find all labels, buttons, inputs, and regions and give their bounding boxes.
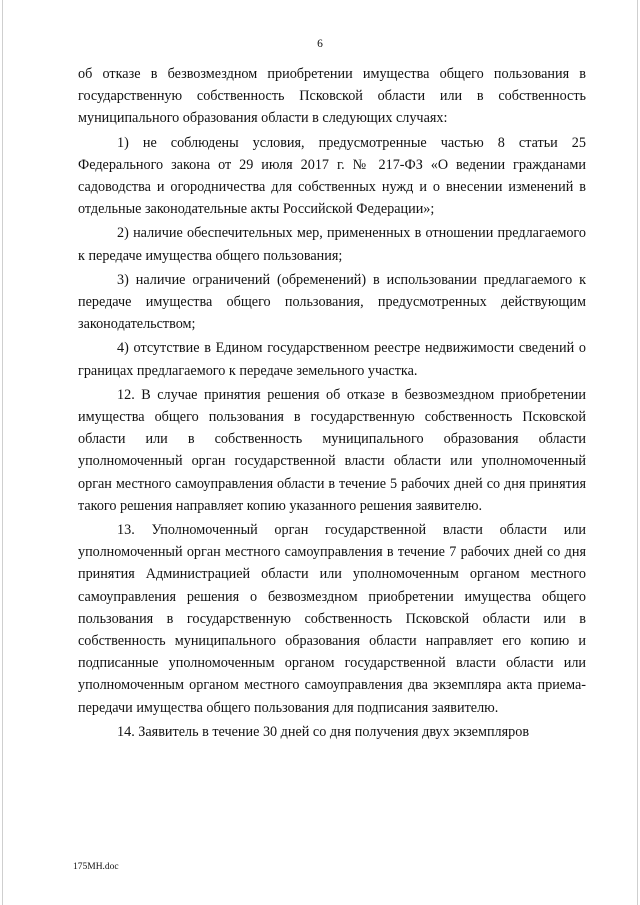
document-body xyxy=(78,63,586,745)
paragraph-clause-12: 12. В случае принятия решения об отказе в безвозмездном приобретении имущества общего пользования в государственную собственность Псковской области или в собственность муниципального образования области уполномоченный орган государственной власти области или уполномоченный орган местного самоуправления области в течение 5 рабочих дней со дня принятия такого решения направляет копию указанного решения заявителю. xyxy=(78,386,586,514)
paragraph-refusal-intro: об отказе в безвозмездном приобретении имущества общего пользования в государственную собственность Псковской области или в собственность муниципального образования области в следующих случаях: xyxy=(78,66,586,127)
paragraph-item-3: 3) наличие ограничений (обременений) в использовании предлагаемого к передаче имущества общего пользования, предусмотренных действующим законодательством; xyxy=(78,271,586,333)
scan-edge-right xyxy=(637,0,638,905)
page-number: 6 xyxy=(317,38,323,50)
paragraph-item-2: 2) наличие обеспечительных мер, примененных в отношении предлагаемого к передаче имущества общего пользования; xyxy=(78,225,586,264)
footer-file-code: 175МН.doc xyxy=(73,862,119,872)
paragraph-clause-13: 13. Уполномоченный орган государственной власти области или уполномоченный орган местного самоуправления в течение 7 рабочих дней со дня принятия Администрацией области или уполномоченным органом местного самоуправления решения о безвозмездном приобретении имущества общего пользования в государственную собственность Псковской области или в собственность муниципального образования области направляет его копию и подписанные уполномоченным органом государственной власти области или уполномоченным органом местного самоуправления два экземпляра акта приема-передачи имущества общего пользования для подписания заявителю. xyxy=(78,522,586,716)
paragraph-item-4: 4) отсутствие в Едином государственном реестре недвижимости сведений о границах предлагаемого к передаче земельного участка. xyxy=(78,340,586,379)
scan-edge-left xyxy=(2,0,3,905)
paragraph-clause-14: 14. Заявитель в течение 30 дней со дня получения двух экземпляров xyxy=(117,723,530,740)
paragraph-item-1: 1) не соблюдены условия, предусмотренные частью 8 статьи 25 Федерального закона от 29 июля 2017 г. № 217-ФЗ «О ведении гражданами садоводства и огородничества для собственных нужд и о внесении изменений в отдельные законодательные акты Российской Федерации»; xyxy=(78,134,586,218)
